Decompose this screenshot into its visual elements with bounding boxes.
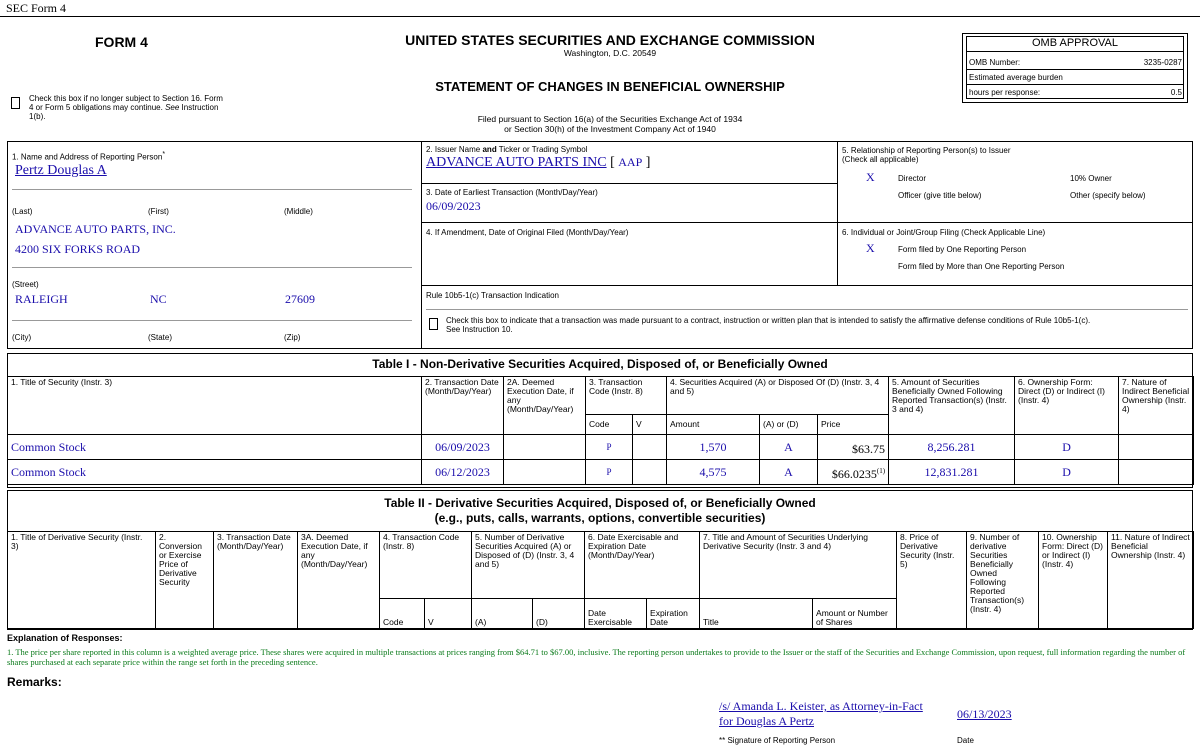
reporting-person-label	[12, 150, 165, 162]
t1-r1-code: P	[586, 435, 633, 460]
table-row	[8, 435, 1194, 460]
omb-burden-value: 0.5	[1170, 88, 1182, 97]
t2-subheader-amount: Amount or Number of Shares	[813, 599, 897, 629]
t1-r2-price-value: $66.0235	[831, 466, 877, 481]
t1-r1-date: 06/09/2023	[422, 435, 504, 460]
ticker-bracket-open: [	[610, 155, 615, 170]
first-label: (First)	[148, 207, 169, 216]
top-rule	[0, 16, 1200, 17]
ticker-bracket-close: ]	[645, 155, 651, 170]
t1-header-code: 3. Transaction Code (Instr. 8)	[586, 377, 667, 415]
t1-subheader-aord: (A) or (D)	[760, 415, 818, 435]
section16-instruction: Instruction	[181, 103, 219, 112]
table-row	[8, 460, 1194, 485]
table1-title: Table I - Non-Derivative Securities Acquired, Disposed of, or Beneficially Owned	[372, 357, 828, 371]
t2-subheader-expiration: Expiration Date	[647, 599, 700, 629]
omb-number-label: OMB Number:	[969, 58, 1021, 67]
t1-r2-title: Common Stock	[8, 460, 422, 485]
t1-header-title: 1. Title of Security (Instr. 3)	[8, 377, 422, 435]
issuer-label	[426, 145, 587, 154]
last-label: (Last)	[12, 207, 33, 216]
address-line-1: ADVANCE AUTO PARTS, INC.	[15, 222, 176, 236]
ten-pct-owner-label: 10% Owner	[1070, 174, 1112, 183]
ticker-link[interactable]: AAP	[618, 155, 643, 169]
sec-form-label: SEC Form 4	[6, 1, 67, 15]
t1-r1-nature	[1119, 435, 1194, 460]
t1-r1-owned: 8,256.281	[889, 435, 1015, 460]
t1-r1-title: Common Stock	[8, 435, 422, 460]
relationship-label-2: (Check all applicable)	[842, 155, 919, 164]
middle-label: (Middle)	[284, 207, 313, 216]
section16-text-2: 4 or Form 5 obligations may continue.	[29, 103, 163, 112]
t1-r1-price-value: $63.75	[852, 441, 886, 456]
t2-subheader-v: V	[425, 599, 472, 629]
omb-burden-label-2: hours per response:	[969, 88, 1041, 97]
t2-header-owned: 9. Number of derivative Securities Beneficially Owned Following Reported Transaction(s) (Instr. 4)	[967, 532, 1039, 629]
section16-text	[29, 94, 259, 121]
t2-subheader-a: (A)	[472, 599, 533, 629]
earliest-transaction-date: 06/09/2023	[426, 199, 481, 213]
t1-subheader-price: Price	[818, 415, 889, 435]
t2-header-underlying: 7. Title and Amount of Securities Underlying Derivative Security (Instr. 3 and 4)	[700, 532, 897, 599]
t2-header-deemed: 3A. Deemed Execution Date, if any (Month/Day/Year)	[298, 532, 380, 629]
t1-r1-v	[633, 435, 667, 460]
t2-subheader-d: (D)	[533, 599, 585, 629]
city-value: RALEIGH	[15, 292, 68, 306]
zip-label: (Zip)	[284, 333, 301, 342]
one-person-label: Form filed by One Reporting Person	[898, 245, 1027, 254]
t1-r2-price-note: (1)	[876, 466, 886, 475]
omb-burden-label-1: Estimated average burden	[969, 73, 1063, 82]
issuer-label-prefix: 2. Issuer Name	[426, 145, 481, 154]
t1-r1-aord: A	[760, 435, 818, 460]
t1-r2-aord: A	[760, 460, 818, 485]
t2-header-date: 3. Transaction Date (Month/Day/Year)	[214, 532, 298, 629]
t1-r2-owned: 12,831.281	[889, 460, 1015, 485]
issuer-label-and: and	[482, 145, 497, 154]
table2-title-1: Table II - Derivative Securities Acquired, Disposed of, or Beneficially Owned	[384, 496, 816, 510]
agency-title: UNITED STATES SECURITIES AND EXCHANGE COMMISSION	[405, 32, 815, 48]
t2-header-form: 10. Ownership Form: Direct (D) or Indirect (I) (Instr. 4)	[1039, 532, 1108, 629]
table2-title-2: (e.g., puts, calls, warrants, options, convertible securities)	[434, 511, 766, 525]
explanation-label: Explanation of Responses:	[7, 633, 123, 643]
filing-label: 6. Individual or Joint/Group Filing (Check Applicable Line)	[842, 228, 1046, 237]
reporting-person-star: *	[162, 151, 166, 158]
t2-header-nature: 11. Nature of Indirect Beneficial Ownership (Instr. 4)	[1108, 532, 1194, 629]
t2-header-number: 5. Number of Derivative Securities Acquired (A) or Disposed of (D) (Instr. 3, 4 and 5)	[472, 532, 585, 599]
t2-subheader-code: Code	[380, 599, 425, 629]
t2-header-price: 8. Price of Derivative Security (Instr. 5)	[897, 532, 967, 629]
t1-header-nature: 7. Nature of Indirect Beneficial Ownership (Instr. 4)	[1119, 377, 1194, 435]
section16-see: See	[165, 103, 180, 112]
t1-header-date: 2. Transaction Date (Month/Day/Year)	[422, 377, 504, 435]
rule-10b5-label: Rule 10b5-1(c) Transaction Indication	[426, 291, 559, 300]
t2-subheader-title: Title	[700, 599, 813, 629]
other-label: Other (specify below)	[1070, 191, 1146, 200]
t1-r2-price	[818, 460, 889, 485]
director-label: Director	[898, 174, 927, 183]
reporting-person-label-text: 1. Name and Address of Reporting Person	[12, 152, 163, 162]
t1-header-form: 6. Ownership Form: Direct (D) or Indirect (I) (Instr. 4)	[1015, 377, 1119, 435]
t1-r2-date: 06/12/2023	[422, 460, 504, 485]
t1-r1-amount: 1,570	[667, 435, 760, 460]
filed-line-1: Filed pursuant to Section 16(a) of the Securities Exchange Act of 1934	[477, 114, 743, 124]
t1-header-owned: 5. Amount of Securities Beneficially Owned Following Reported Transaction(s) (Instr. 3 and 4)	[889, 377, 1015, 435]
t1-r2-nature	[1119, 460, 1194, 485]
t1-r2-deemed	[504, 460, 586, 485]
table1	[7, 376, 1194, 485]
section16-text-1: Check this box if no longer subject to Section 16. Form	[29, 94, 223, 103]
issuer-name-link[interactable]: ADVANCE AUTO PARTS INC	[426, 155, 607, 170]
amendment-label: 4. If Amendment, Date of Original Filed (Month/Day/Year)	[426, 228, 629, 237]
filed-line-2: or Section 30(h) of the Investment Company Act of 1940	[504, 124, 716, 134]
relationship-label	[842, 146, 1011, 164]
street-label: (Street)	[12, 280, 39, 289]
reporting-person-name-link[interactable]: Pertz Douglas A	[15, 163, 107, 178]
t2-header-conversion: 2. Conversion or Exercise Price of Derivative Security	[156, 532, 214, 629]
signature-line-2[interactable]: for Douglas A Pertz	[719, 714, 814, 728]
table2	[7, 531, 1194, 629]
table2-title	[7, 496, 1193, 526]
t2-header-code: 4. Transaction Code (Instr. 8)	[380, 532, 472, 599]
t2-subheader-exercisable: Date Exercisable	[585, 599, 647, 629]
t2-header-title: 1. Title of Derivative Security (Instr. 3)	[8, 532, 156, 629]
filed-pursuant-text	[300, 114, 920, 134]
more-person-label: Form filed by More than One Reporting Person	[898, 262, 1065, 271]
agency-location: Washington, D.C. 20549	[563, 48, 657, 58]
officer-label: Officer (give title below)	[898, 191, 982, 200]
t1-r1-price	[818, 435, 889, 460]
state-value: NC	[150, 292, 167, 306]
rule-10b5-text	[446, 316, 1186, 334]
date-label: Date	[957, 736, 974, 745]
t1-r2-code: P	[586, 460, 633, 485]
city-label: (City)	[12, 333, 32, 342]
rule-10b5-text-1: Check this box to indicate that a transaction was made pursuant to a contract, instruction or written plan that is intended to satisfy the affirmative defense conditions of Rule 10b5-1(c).	[446, 316, 1091, 325]
footnote-1: 1. The price per share reported in this column is a weighted average price. These shares were acquired in multiple transactions at prices ranging from $64.71 to $67.00, inclusive. The reporting person undertakes to provide to the Issuer or the staff of the Securities and Exchange Commission, upon request, full information regarding the number of shares purchased at each separate price within the range set forth in the preceding sentence.	[7, 647, 1186, 667]
t1-r1-deemed	[504, 435, 586, 460]
signature-line-1[interactable]: /s/ Amanda L. Keister, as Attorney-in-Fact	[719, 699, 923, 713]
t1-r1-form: D	[1015, 435, 1119, 460]
t1-subheader-code: Code	[586, 415, 633, 435]
omb-title: OMB APPROVAL	[1032, 37, 1118, 49]
address-line-2: 4200 SIX FORKS ROAD	[15, 242, 141, 256]
t1-header-acquired: 4. Securities Acquired (A) or Disposed Of (D) (Instr. 3, 4 and 5)	[667, 377, 889, 415]
director-mark: X	[866, 170, 875, 184]
issuer-label-suffix: Ticker or Trading Symbol	[498, 145, 588, 154]
earliest-transaction-label: 3. Date of Earliest Transaction (Month/Day/Year)	[426, 188, 598, 197]
t1-subheader-v: V	[633, 415, 667, 435]
form-label: FORM 4	[95, 34, 148, 50]
omb-number-value: 3235-0287	[1143, 58, 1182, 67]
issuer-name-row	[426, 155, 650, 171]
t2-header-exercisable: 6. Date Exercisable and Expiration Date (Month/Day/Year)	[585, 532, 700, 599]
t1-r2-amount: 4,575	[667, 460, 760, 485]
rule-10b5-checkbox[interactable]	[429, 318, 438, 330]
state-label: (State)	[148, 333, 173, 342]
section16-text-3: 1(b).	[29, 112, 46, 121]
t1-header-deemed: 2A. Deemed Execution Date, if any (Month/Day/Year)	[504, 377, 586, 435]
statement-title: STATEMENT OF CHANGES IN BENEFICIAL OWNERSHIP	[435, 79, 785, 94]
zip-value: 27609	[285, 292, 315, 306]
remarks-label: Remarks:	[7, 675, 62, 689]
signature-label: ** Signature of Reporting Person	[719, 736, 836, 745]
relationship-label-1: 5. Relationship of Reporting Person(s) to Issuer	[842, 146, 1011, 155]
rule-10b5-text-2: See Instruction 10.	[446, 325, 513, 334]
signature-date[interactable]: 06/13/2023	[957, 707, 1012, 721]
one-person-mark: X	[866, 241, 875, 255]
t1-r2-form: D	[1015, 460, 1119, 485]
section16-checkbox[interactable]	[11, 97, 20, 109]
t1-r2-v	[633, 460, 667, 485]
t1-subheader-amount: Amount	[667, 415, 760, 435]
signature-block	[719, 699, 923, 729]
